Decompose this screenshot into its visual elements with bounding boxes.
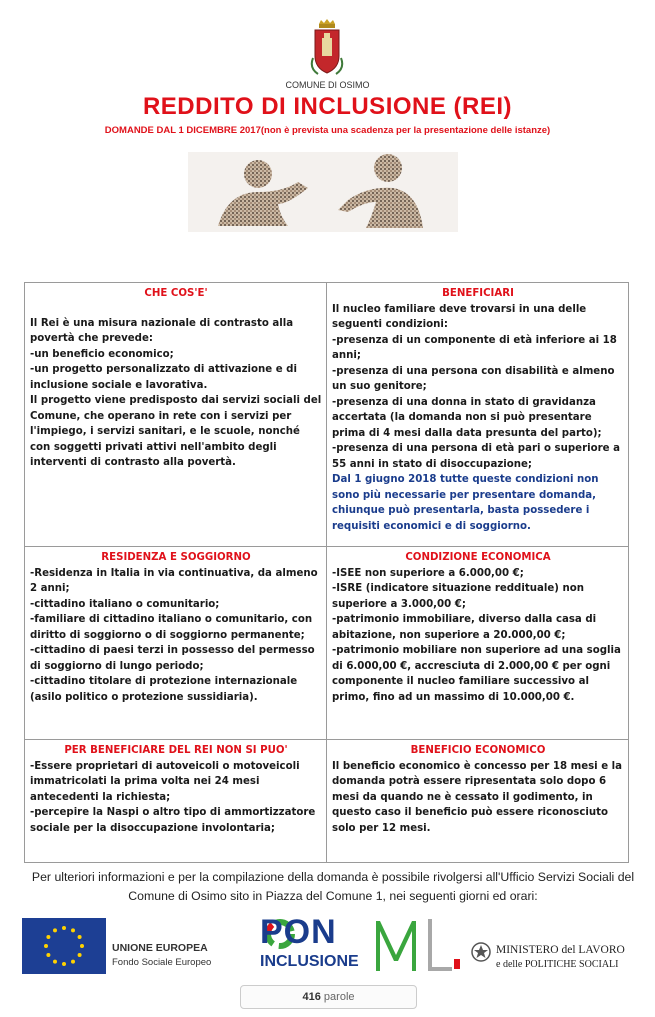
info-table — [24, 282, 629, 863]
list-item: Il beneficio economico è concesso per 18 mesi e la domanda potrà essere ripresentata solo dopo 6 mesi da quando ne è cessato il godimento, in questo caso il beneficio può essere riconosciuto solo per 12 mesi. — [332, 760, 623, 834]
list-item: Il Rei è una misura nazionale di contrasto alla povertà che prevede: — [30, 317, 294, 344]
page-title: REDDITO DI INCLUSIONE (REI) — [142, 93, 513, 120]
crowd-people-image — [188, 152, 458, 232]
eu-label: UNIONE EUROPEA — [112, 942, 208, 954]
page-subtitle: DOMANDE DAL 1 DICEMBRE 2017(non è prevista una scadenza per la presentazione delle istanze) — [104, 125, 551, 136]
list-item: Il progetto viene predisposto dai servizi sociali del Comune, che operano in rete con i servizi per l'impiego, i servizi sanitari, e le scuole, nonché con soggetti privati attivi nell'ambito degli interventi di contrasto alla povertà. — [30, 395, 322, 468]
list-item: Il nucleo familiare deve trovarsi in una delle seguenti condizioni: — [332, 303, 587, 330]
list-item: -presenza di una persona di età pari o superiore a 55 anni in stato di disoccupazione; — [332, 443, 620, 470]
word-count-label: parole — [323, 991, 355, 1003]
list-item: -familiare di cittadino italiano o comunitario, con diritto di soggiorno o di soggiorno permanente; — [30, 614, 313, 641]
word-count-badge — [240, 985, 417, 1009]
cell-residenza — [25, 547, 327, 740]
list-item: -un beneficio economico; — [30, 348, 174, 360]
eu-sublabel: Fondo Sociale Europeo — [112, 957, 212, 968]
list-item: -ISRE (indicatore situazione reddituale) non superiore a 3.000,00 €; — [332, 583, 584, 610]
pon-inclusione: INCLUSIONE — [260, 953, 359, 970]
cell-condizione — [327, 547, 629, 740]
ministry-label: MINISTERO del LAVORO — [496, 944, 625, 956]
word-count-number: 416 — [302, 991, 321, 1003]
cell-beneficio — [327, 740, 629, 863]
list-item: -presenza di un componente di età inferiore ai 18 anni; — [332, 334, 617, 361]
heading-che-cose: CHE COS'E' — [144, 288, 208, 299]
eu-flag-icon — [22, 918, 106, 974]
osimo-crest-icon — [310, 18, 344, 78]
cell-che-cose — [25, 283, 327, 547]
ministry-sublabel: e delle POLITICHE SOCIALI — [496, 959, 619, 970]
footer-text: Per ulteriori informazioni e per la compilazione della domanda è possibile rivolgersi all'Ufficio Servizi Sociali del Comune di Osimo sito in Piazza del Comune 1, nei seguenti giorni ed orari: — [31, 870, 635, 903]
list-item: -presenza di una persona con disabilità e almeno un suo genitore; — [332, 365, 615, 392]
list-item: -presenza di una donna in stato di gravidanza accertata (la domanda non si può presentare prima di 4 mesi dalla data presunta del parto); — [332, 396, 602, 439]
list-item: -cittadino titolare di protezione internazionale (asilo politico o protezione sussidiaria). — [30, 676, 298, 703]
city-name: COMUNE DI OSIMO — [285, 80, 370, 90]
heading-non-si-puo: PER BENEFICIARE DEL REI NON SI PUO' — [64, 745, 288, 756]
list-item: -cittadino italiano o comunitario; — [30, 598, 220, 610]
list-item: -Essere proprietari di autoveicoli o motoveicoli immatricolati la prima volta nei 24 mesi antecedenti la richiesta; — [30, 760, 300, 803]
heading-beneficiari: BENEFICIARI — [442, 288, 514, 299]
pon-wordmark: PON — [260, 913, 337, 951]
cell-non-si-puo — [25, 740, 327, 863]
cell-beneficiari — [327, 283, 629, 547]
heading-beneficio: BENEFICIO ECONOMICO — [410, 745, 546, 756]
list-item: -cittadino di paesi terzi in possesso del permesso di soggiorno di lungo periodo; — [30, 645, 315, 672]
heading-condizione: CONDIZIONE ECONOMICA — [405, 552, 551, 563]
heading-residenza: RESIDENZA E SOGGIORNO — [101, 552, 251, 563]
list-item: -un progetto personalizzato di attivazione e di inclusione sociale e lavorativa. — [30, 364, 297, 391]
list-item: -patrimonio immobiliare, diverso dalla casa di abitazione, non superiore a 20.000,00 €; — [332, 614, 597, 641]
list-item: -patrimonio mobiliare non superiore ad una soglia di 6.000,00 €, accresciuta di 2.000,00 € per ogni componente il nucleo familiare successivo al primo, fino ad un massimo di 10.000,00 €. — [332, 645, 621, 703]
list-item: -Residenza in Italia in via continuativa, da almeno 2 anni; — [30, 567, 318, 594]
list-item: -ISEE non superiore a 6.000,00 €; — [332, 567, 524, 579]
italian-emblem-icon — [470, 941, 492, 963]
list-item: -percepire la Naspi o altro tipo di ammortizzatore sociale per la disoccupazione involontaria; — [30, 807, 316, 834]
logos-strip — [22, 915, 632, 985]
beneficiari-note: Dal 1 giugno 2018 tutte queste condizioni non sono più necessarie per presentare domanda, chiunque può presentarla, basta possedere i requisiti economici e di soggiorno. — [332, 474, 599, 532]
ministry-ml-logo — [372, 915, 462, 975]
